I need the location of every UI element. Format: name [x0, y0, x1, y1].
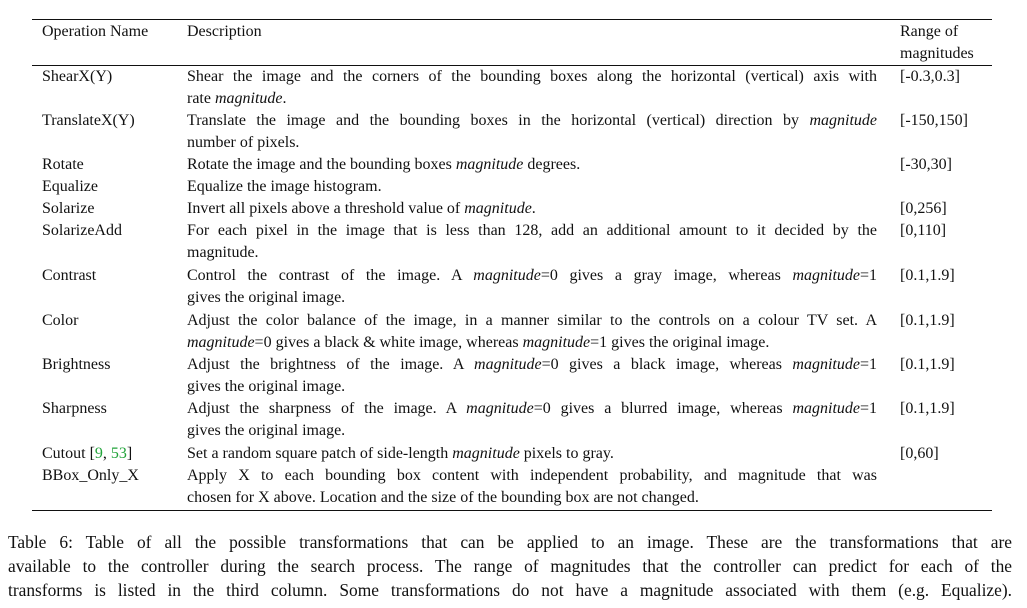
description-line	[187, 287, 877, 309]
description-text: =0 gives a black image, whereas	[541, 356, 793, 373]
caption-line-3: transforms is listed in the third column. Some transformations do not have a magnitude associated with them (e.g. Equalize).	[8, 580, 1012, 600]
magnitude-range: [0.1,1.9]	[900, 267, 955, 284]
operation-name-text: ShearX(Y)	[42, 68, 113, 85]
header-range	[900, 21, 974, 65]
operation-description	[187, 66, 877, 110]
magnitude-range: [0.1,1.9]	[900, 400, 955, 417]
operation-name-text: Equalize	[42, 178, 98, 195]
magnitude-range: [0,256]	[900, 200, 947, 217]
description-line	[187, 242, 877, 264]
description-text: =1 gives the original image.	[590, 334, 770, 351]
description-line	[187, 332, 877, 354]
operation-name-text: Solarize	[42, 200, 95, 217]
operation-name	[42, 176, 98, 198]
description-text: chosen for X above. Location and the size of the bounding box are not changed.	[187, 489, 699, 506]
magnitude-range: [0,60]	[900, 445, 939, 462]
operation-name-text: SolarizeAdd	[42, 222, 122, 239]
description-line	[187, 487, 877, 509]
magnitude-term: magnitude	[214, 90, 283, 107]
description-text: gives the original image.	[187, 289, 346, 306]
description-line	[187, 154, 877, 176]
operation-name-text: TranslateX(Y)	[42, 112, 135, 129]
header-range-line2: magnitudes	[900, 45, 974, 62]
operation-name-text: Cutout	[42, 445, 90, 462]
operation-description	[187, 443, 877, 465]
operation-name	[42, 110, 135, 132]
operation-name	[42, 66, 112, 88]
magnitude-term: magnitude	[792, 267, 860, 284]
description-text: For each pixel in the image that is less than 128, add an additional amount to it decided by the	[187, 222, 877, 239]
description-text: Equalize the image histogram.	[187, 178, 382, 195]
description-text: Shear the image and the corners of the bounding boxes along the horizontal (vertical) axis with	[187, 68, 877, 85]
magnitude-term: magnitude	[522, 334, 591, 351]
header-description: Description	[187, 23, 262, 40]
header-operation-name: Operation Name	[42, 23, 149, 40]
operation-name	[42, 443, 132, 465]
description-text: Adjust the sharpness of the image. A	[187, 400, 467, 417]
description-text: =0 gives a gray image, whereas	[540, 267, 793, 284]
description-text: Rotate the image and the bounding boxes	[187, 156, 456, 173]
description-line	[187, 110, 877, 132]
operation-description	[187, 354, 877, 398]
description-line	[187, 398, 877, 420]
operation-description	[187, 398, 877, 442]
operation-description	[187, 176, 877, 198]
description-text: gives the original image.	[187, 378, 346, 395]
description-text: =1	[859, 356, 877, 373]
magnitude-range: [-30,30]	[900, 156, 952, 173]
description-text: =1	[859, 267, 878, 284]
description-text: number of pixels.	[187, 134, 300, 151]
description-text: gives the original image.	[187, 422, 346, 439]
operation-name-text: Contrast	[42, 267, 97, 284]
description-text: Adjust the color balance of the image, in a manner similar to the controls on a colour TV set. A	[187, 312, 877, 329]
description-text: .	[531, 200, 536, 217]
citation-link[interactable]: 53	[110, 445, 127, 462]
description-text: Adjust the brightness of the image. A	[187, 356, 475, 373]
magnitude-term: magnitude	[792, 400, 860, 417]
operation-name-text: Rotate	[42, 156, 84, 173]
magnitude-range: [0.1,1.9]	[900, 312, 955, 329]
description-line	[187, 420, 877, 442]
description-text: degrees.	[523, 156, 581, 173]
description-text: pixels to gray.	[519, 445, 614, 462]
operation-name-text: BBox_Only_X	[42, 467, 139, 484]
caption-line-1: Table 6: Table of all the possible transformations that can be applied to an image. These are the transformations that are	[8, 532, 1012, 552]
description-line	[187, 132, 877, 154]
magnitude-term: magnitude	[464, 200, 532, 217]
description-line	[187, 88, 877, 110]
description-line	[187, 354, 877, 376]
description-line	[187, 220, 877, 242]
operation-name	[42, 354, 110, 376]
citation-bracket: ]	[126, 445, 133, 462]
description-text: =0 gives a black & white image, whereas	[254, 334, 523, 351]
magnitude-term: magnitude	[809, 112, 877, 129]
operation-name	[42, 398, 107, 420]
operation-name	[42, 198, 94, 220]
magnitude-range: [-150,150]	[900, 112, 968, 129]
magnitude-term: magnitude	[455, 156, 524, 173]
operation-name	[42, 310, 78, 332]
description-text: rate	[187, 90, 215, 107]
operation-description	[187, 110, 877, 154]
magnitude-term: magnitude	[466, 400, 534, 417]
operation-description	[187, 220, 877, 264]
description-line	[187, 265, 877, 287]
operation-name-text: Color	[42, 312, 79, 329]
description-line	[187, 198, 877, 220]
description-line	[187, 310, 877, 332]
table-caption	[8, 530, 1012, 602]
description-text: =0 gives a blurred image, whereas	[533, 400, 793, 417]
magnitude-term: magnitude	[474, 356, 542, 373]
description-text: Set a random square patch of side-length	[187, 445, 453, 462]
operation-name	[42, 465, 139, 487]
operation-name-text: Sharpness	[42, 400, 107, 417]
operation-description	[187, 198, 877, 220]
operation-description	[187, 154, 877, 176]
description-text: Translate the image and the bounding boxes in the horizontal (vertical) direction by	[187, 112, 810, 129]
description-line	[187, 443, 877, 465]
description-text: magnitude.	[187, 244, 259, 261]
operation-description	[187, 465, 877, 509]
description-line	[187, 465, 877, 487]
operation-name-text: Brightness	[42, 356, 111, 373]
citation-link[interactable]: 9	[94, 445, 103, 462]
description-text: Apply X to each bounding box content with independent probability, and magnitude that was	[187, 467, 877, 484]
header-range-line1: Range of	[900, 23, 959, 40]
description-text: .	[282, 90, 287, 107]
magnitude-range: [0,110]	[900, 222, 947, 239]
citation-bracket: ,	[102, 445, 111, 462]
caption-line-2: available to the controller during the search process. The range of magnitudes that the controller can predict for each of the	[8, 556, 1012, 576]
magnitude-term: magnitude	[452, 445, 520, 462]
operation-name	[42, 154, 84, 176]
operation-description	[187, 310, 877, 354]
magnitude-range: [0.1,1.9]	[900, 356, 955, 373]
operation-description	[187, 265, 877, 309]
magnitude-term: magnitude	[187, 334, 255, 351]
operation-name	[42, 220, 122, 242]
bottom-rule	[32, 510, 992, 511]
description-line	[187, 66, 877, 88]
magnitude-range: [-0.3,0.3]	[900, 68, 960, 85]
description-text: Invert all pixels above a threshold value of	[187, 200, 465, 217]
description-line	[187, 376, 877, 398]
magnitude-term: magnitude	[792, 356, 860, 373]
operation-name	[42, 265, 96, 287]
magnitude-term: magnitude	[473, 267, 541, 284]
citation-bracket: [	[89, 445, 95, 462]
description-text: =1	[859, 400, 878, 417]
description-text: Control the contrast of the image. A	[187, 267, 474, 284]
description-line	[187, 176, 877, 198]
